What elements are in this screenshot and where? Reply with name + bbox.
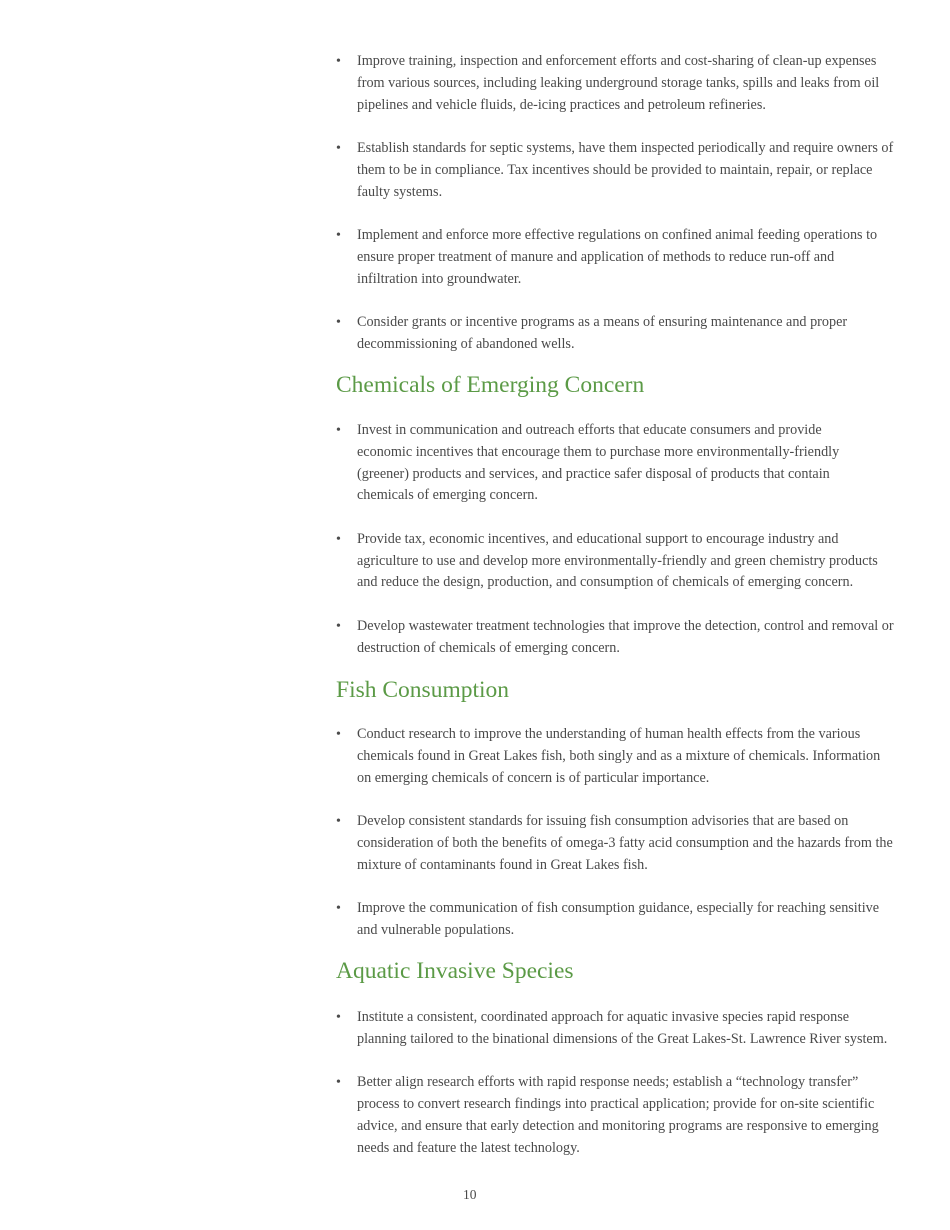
bullet-icon: •	[336, 54, 341, 69]
bullet-item	[336, 1072, 896, 1159]
bullet-icon: •	[336, 727, 341, 742]
bullet-icon: •	[336, 1075, 341, 1091]
bullet-item	[336, 724, 896, 789]
bullet-icon: •	[336, 813, 341, 829]
bullet-text: Improve training, inspection and enforcement efforts and cost-sharing of clean-up expenses from various sources, including leaking underground storage tanks, spills and leaks from oil pipelines and vehicle fluids, de-icing practices and petroleum refineries.	[357, 53, 880, 113]
bullet-item	[336, 51, 896, 116]
section-heading-chemicals: Chemicals of Emerging Concern	[336, 372, 645, 398]
bullet-icon: •	[336, 423, 341, 438]
bullet-item	[336, 420, 857, 507]
bullet-text: Establish standards for septic systems, have them inspected periodically and require owners of them to be in compliance. Tax incentives should be provided to maintain, repair, or replace faulty systems.	[357, 139, 894, 200]
page-number: 10	[463, 1187, 477, 1202]
bullet-text: Conduct research to improve the understanding of human health effects from the various chemicals found in Great Lakes fish, both singly and as a mixture of chemicals. Information on emerging chemicals of concern is of particular importance.	[357, 726, 881, 786]
bullet-icon: •	[336, 140, 341, 156]
bullet-list-chemicals	[336, 420, 896, 681]
bullet-icon: •	[336, 531, 341, 547]
bullet-item	[336, 225, 896, 290]
bullet-item	[336, 138, 896, 203]
bullet-list-continued	[336, 51, 896, 377]
bullet-text: Better align research efforts with rapid response needs; establish a “technology transfer” process to convert research findings into practical application; provide for on-site scientific advice, and ensure that early detection and monitoring programs are responsive to emerging needs and feature the latest technology.	[357, 1074, 879, 1156]
bullet-text: Institute a consistent, coordinated approach for aquatic invasive species rapid response planning tailored to the binational dimensions of the Great Lakes-St. Lawrence River system.	[357, 1009, 888, 1047]
bullet-text: Implement and enforce more effective regulations on confined animal feeding operations to ensure proper treatment of manure and application of methods to reduce run-off and infiltration into groundwater.	[357, 226, 878, 287]
bullet-icon: •	[336, 314, 341, 330]
bullet-item	[336, 811, 896, 876]
section-heading-fish: Fish Consumption	[336, 677, 510, 703]
bullet-text: Provide tax, economic incentives, and educational support to encourage industry and agriculture to use and develop more environmentally-friendly and green chemistry products and reduce the design, production, and consumption of chemicals of emerging concern.	[357, 530, 878, 591]
bullet-icon: •	[336, 1010, 341, 1025]
bullet-list-fish	[336, 724, 896, 963]
bullet-item	[336, 1007, 896, 1051]
bullet-text: Consider grants or incentive programs as a means of ensuring maintenance and proper decommissioning of abandoned wells.	[357, 313, 848, 352]
bullet-icon: •	[336, 618, 341, 634]
bullet-item	[336, 529, 896, 594]
bullet-item	[336, 898, 896, 942]
bullet-icon: •	[336, 227, 341, 243]
bullet-item	[336, 616, 896, 660]
bullet-text: Improve the communication of fish consumption guidance, especially for reaching sensitive and vulnerable populations.	[357, 899, 880, 938]
bullet-text: Invest in communication and outreach efforts that educate consumers and provide economic incentives that encourage them to purchase more environmentally-friendly (greener) products and services, and practice safer disposal of products that contain chemicals of emerging concern.	[357, 422, 840, 504]
bullet-list-invasive-species	[336, 1007, 896, 1181]
bullet-text: Develop wastewater treatment technologies that improve the detection, control and removal or destruction of chemicals of emerging concern.	[357, 617, 894, 656]
bullet-text: Develop consistent standards for issuing fish consumption advisories that are based on consideration of both the benefits of omega-3 fatty acid consumption and the hazards from the mixture of contaminants found in Great Lakes fish.	[357, 812, 893, 873]
bullet-item	[336, 312, 896, 356]
bullet-icon: •	[336, 900, 341, 916]
section-heading-invasive-species: Aquatic Invasive Species	[336, 958, 574, 984]
